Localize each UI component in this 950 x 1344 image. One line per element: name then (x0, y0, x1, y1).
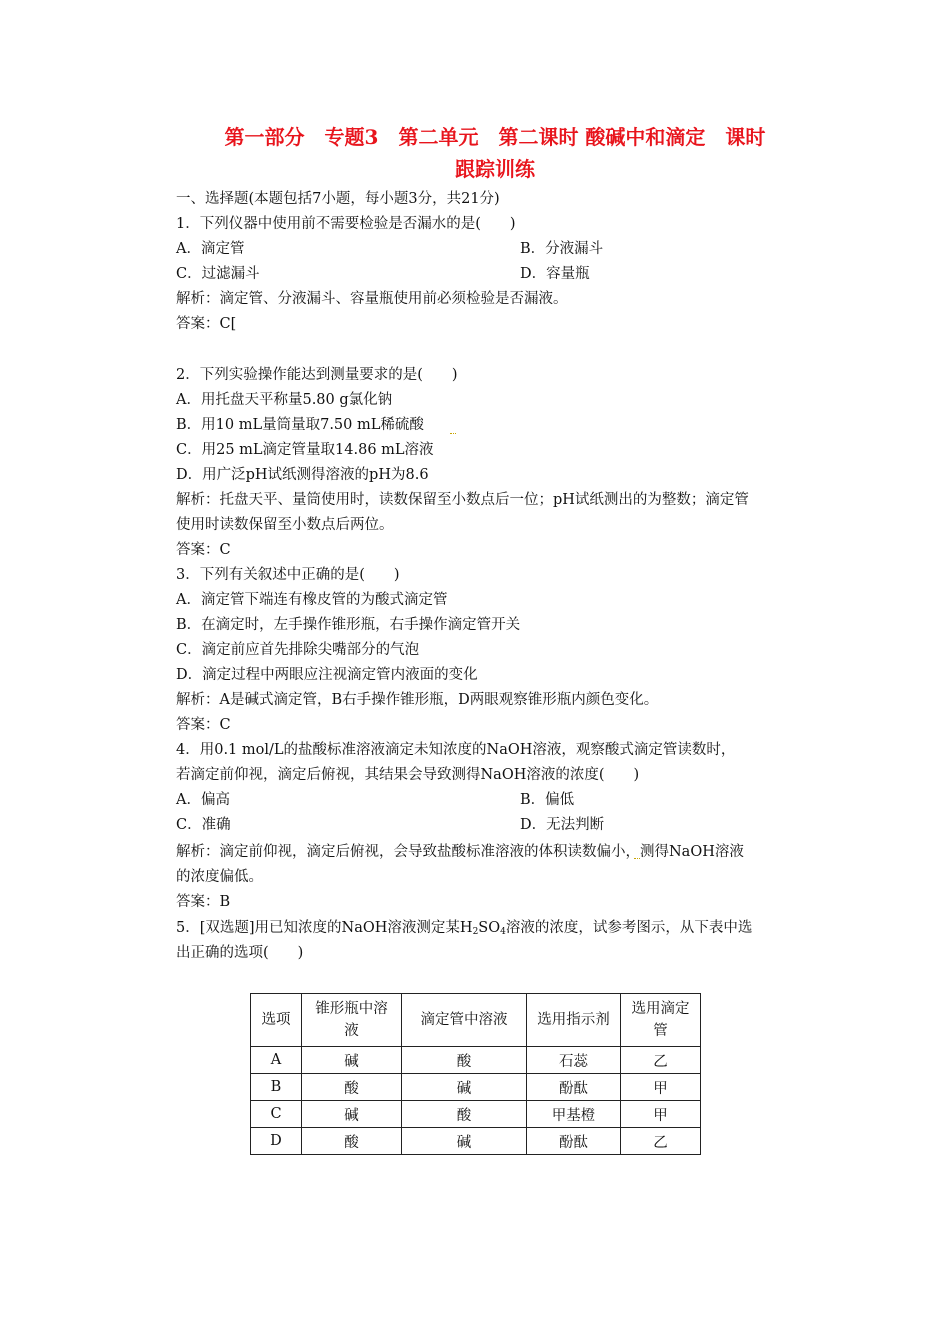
q5-options-table (250, 993, 701, 1155)
table-cell: 碱 (402, 1128, 527, 1155)
q4-option-c: C．准确 (176, 817, 231, 833)
table-header-cell: 滴定管中溶液 (402, 994, 527, 1047)
q4-option-a: A．偏高 (176, 792, 230, 808)
table-header-cell: 选用滴定管 (621, 994, 701, 1047)
table-cell: 甲 (621, 1101, 701, 1128)
q3-analysis: 解析：A是碱式滴定管，B右手操作锥形瓶，D两眼观察锥形瓶内颜色变化。 (176, 692, 659, 708)
q5-subscript: 4 (500, 927, 506, 937)
table-row (251, 1047, 701, 1074)
q2-option-b: B．用10 mL量筒量取7.50 mL稀硫酸 (176, 417, 424, 433)
table-cell: 酚酞 (527, 1128, 621, 1155)
q2-analysis-line-2: 使用时读数保留至小数点后两位。 (176, 517, 394, 533)
table-row (251, 1101, 701, 1128)
q3-stem: 3．下列有关叙述中正确的是( ) (176, 567, 400, 583)
q4-analysis-line-1: 解析：滴定前仰视，滴定后俯视，会导致盐酸标准溶液的体积读数偏小，测得NaOH溶液 (176, 844, 744, 860)
q3-option-c: C．滴定前应首先排除尖嘴部分的气泡 (176, 642, 420, 658)
q2-option-c: C．用25 mL滴定管量取14.86 mL溶液 (176, 442, 434, 458)
q2-stem: 2．下列实验操作能达到测量要求的是( ) (176, 367, 458, 383)
q4-stem-line-2: 若滴定前仰视，滴定后俯视，其结果会导致测得NaOH溶液的浓度( ) (176, 767, 640, 783)
table-header-cell: 选用指示剂 (527, 994, 621, 1047)
table-cell: 碱 (302, 1101, 402, 1128)
table-header-cell: 选项 (251, 994, 302, 1047)
proofread-mark (634, 855, 640, 859)
q4-answer: 答案：B (176, 894, 231, 910)
q2-answer: 答案：C (176, 542, 231, 558)
q2-option-a: A．用托盘天平称量5.80 g氯化钠 (176, 392, 393, 408)
q1-options-cd (176, 264, 590, 284)
q1-option-b: B．分液漏斗 (520, 241, 604, 257)
table-cell: 乙 (621, 1047, 701, 1074)
table-cell: 酸 (302, 1128, 402, 1155)
q5-subscript: 2 (472, 927, 479, 937)
table-row (251, 1128, 701, 1155)
table-cell: B (251, 1074, 302, 1101)
table-cell: 酚酞 (527, 1074, 621, 1101)
q4-analysis-line-2: 的浓度偏低。 (176, 869, 263, 885)
q4-stem-line-1: 4．用0.1 mol/L的盐酸标准溶液滴定未知浓度的NaOH溶液，观察酸式滴定管读数时， (176, 742, 736, 758)
q1-analysis: 解析：滴定管、分液漏斗、容量瓶使用前必须检验是否漏液。 (176, 291, 568, 307)
q2-analysis-line-1: 解析：托盘天平、量筒使用时，读数保留至小数点后一位；pH试纸测出的为整数；滴定管 (176, 492, 749, 508)
table-cell: 石蕊 (527, 1047, 621, 1074)
table-cell: 乙 (621, 1128, 701, 1155)
document-title-line-1: 第一部分 专题3 第二单元 第二课时 酸碱中和滴定 课时 (224, 125, 766, 149)
proofread-mark (450, 430, 456, 434)
q1-option-d: D．容量瓶 (520, 266, 590, 282)
table-row (251, 1074, 701, 1101)
q4-options-cd (176, 815, 605, 835)
table-cell: 碱 (302, 1047, 402, 1074)
q3-option-b: B．在滴定时，左手操作锥形瓶，右手操作滴定管开关 (176, 617, 521, 633)
section-heading: 一、选择题(本题包括7小题，每小题3分，共21分) (176, 191, 500, 207)
table-cell: 酸 (402, 1101, 527, 1128)
q1-answer: 答案：C[ (176, 316, 237, 332)
table-cell: 酸 (302, 1074, 402, 1101)
table-cell: C (251, 1101, 302, 1128)
table-cell: A (251, 1047, 302, 1074)
table-cell: D (251, 1128, 302, 1155)
table-header-cell: 锥形瓶中溶液 (302, 994, 402, 1047)
q5-stem-line-2: 出正确的选项( ) (176, 945, 304, 961)
document-title-line-2: 跟踪训练 (455, 157, 535, 181)
q5-stem-line-1 (176, 918, 752, 942)
q1-options-ab (176, 239, 604, 259)
table-header-row (251, 994, 701, 1047)
q1-option-a: A．滴定管 (176, 241, 245, 257)
q5-stem-text: 5．[双选题]用已知浓度的NaOH溶液测定某H (176, 920, 473, 936)
q4-option-d: D．无法判断 (520, 817, 605, 833)
q5-stem-text: 溶液的浓度，试参考图示，从下表中选 (505, 920, 753, 936)
q4-option-b: B．偏低 (520, 792, 575, 808)
table-cell: 甲 (621, 1074, 701, 1101)
table-cell: 酸 (402, 1047, 527, 1074)
q2-option-d: D．用广泛pH试纸测得溶液的pH为8.6 (176, 467, 429, 483)
q3-option-a: A．滴定管下端连有橡皮管的为酸式滴定管 (176, 592, 448, 608)
q4-options-ab (176, 790, 575, 810)
table-cell: 甲基橙 (527, 1101, 621, 1128)
q3-answer: 答案：C (176, 717, 231, 733)
q1-stem: 1．下列仪器中使用前不需要检验是否漏水的是( ) (176, 216, 516, 232)
q1-option-c: C．过滤漏斗 (176, 266, 260, 282)
table-cell: 碱 (402, 1074, 527, 1101)
q3-option-d: D．滴定过程中两眼应注视滴定管内液面的变化 (176, 667, 478, 683)
q5-stem-text: SO (478, 920, 501, 936)
